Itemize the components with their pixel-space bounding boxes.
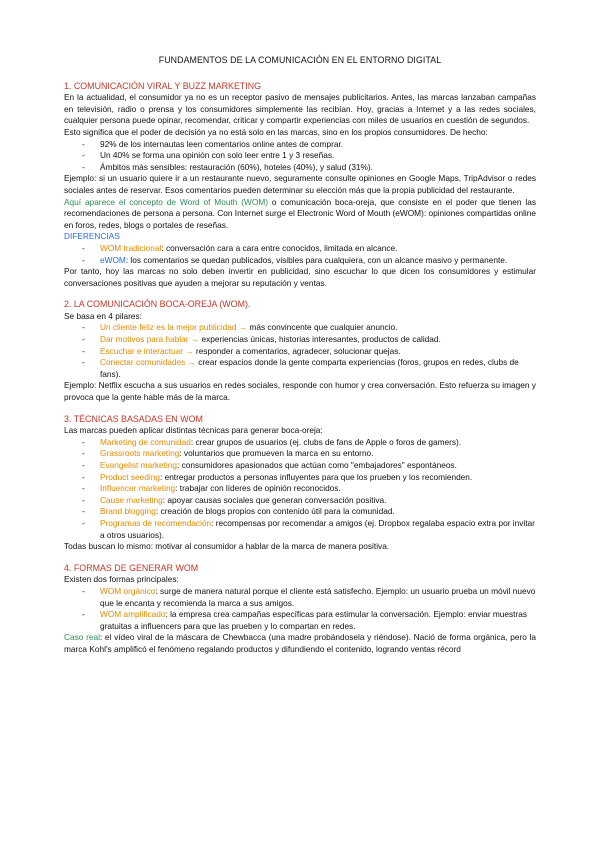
term: Un cliente feliz es la mejor publicidad → [100, 322, 248, 333]
case-text: : el vídeo viral de la máscara de Chewbacca (una madre probándosela y riéndose). Nació de forma orgánica, pero la marca Kohl's amplificó el fenómeno regalando productos y difundiendo el contenido, logrando ventas récord [64, 632, 536, 654]
term: Marketing de comunidad [100, 436, 191, 447]
term: Programas de recomendación [100, 517, 212, 528]
term: Product seeding [100, 471, 160, 482]
definition: experiencias únicas, historias interesantes, productos de calidad. [199, 334, 441, 345]
definition: : apoyar causas sociales que generan conversación positiva. [162, 494, 387, 505]
list-item [64, 506, 536, 518]
term: Brand blogging [100, 506, 156, 517]
list-item [64, 483, 536, 495]
term: Conectar comunidades → [100, 357, 196, 368]
term: Evangelist marketing [100, 460, 178, 470]
paragraph [64, 632, 536, 655]
definition: : surge de manera natural porque el cliente está satisfecho. Ejemplo: un usuario prueba un móvil nuevo que le encanta y recomienda la marca a sus amigos. [100, 585, 536, 608]
definition: : entregar productos a personas influyentes para que los prueben y los recomienden. [159, 471, 473, 482]
term: WOM tradicional [100, 242, 162, 253]
paragraph: Existen dos formas principales: [64, 574, 179, 585]
differences-label: DIFERENCIAS [64, 231, 120, 242]
definition: : consumidores apasionados que actúan como "embajadores" espontáneos. [177, 460, 457, 470]
paragraph-text: o comunicación boca-oreja, que consiste en el poder que tienen las recomendaciones de persona a persona. Con Internet surge el Electronic Word of Mouth (eWOM): opiniones compartidas online en foros, redes, blogs o portales de reseñas. [64, 196, 536, 230]
term: Influencer marketing [100, 483, 176, 494]
definition: : los comentarios se quedan publicados, visibles para cualquiera, con un alcance masivo y permanente. [125, 254, 508, 265]
paragraph: Por tanto, hoy las marcas no solo deben invertir en publicidad, sino escuchar lo que dicen los consumidores y estimular conversaciones positivas que ayuden a mejorar su reputación y ventas. [64, 266, 536, 288]
term: Escuchar e interactuar → [100, 345, 194, 356]
case-label: Caso real [64, 632, 100, 643]
paragraph: Esto significa que el poder de decisión ya no está solo en las marcas, sino en los propios consumidores. De hecho: [64, 126, 488, 137]
list-item [64, 334, 536, 346]
pillars-list [64, 322, 536, 380]
paragraph: Ejemplo: Netflix escucha a sus usuarios en redes sociales, responde con humor y crea conversación. Esto refuerza su imagen y provoca que la gente hable más de la marca. [64, 380, 536, 403]
definition: : voluntarios que promueven la marca en su entorno. [179, 448, 374, 459]
section-2-heading: 2. LA COMUNICACIÓN BOCA-OREJA (WOM). [64, 299, 251, 310]
definition: : crear grupos de usuarios (ej. clubs de fans de Apple o foros de gamers). [190, 436, 462, 447]
document-page [64, 52, 536, 656]
definition: : trabajar con líderes de opinión reconocidos. [175, 483, 341, 494]
definition: : recompensas por recomendar a amigos (ej. Dropbox regalaba espacio extra por invitar a otros usuarios). [100, 517, 535, 540]
list-item [64, 518, 536, 541]
paragraph: Ejemplo: si un usuario quiere ir a un restaurante nuevo, seguramente consulte opiniones en Google Maps, TripAdvisor o redes sociales antes de reservar. Esos comentarios pueden determinar su elección más que la propia publicidad del restaurante. [64, 173, 536, 195]
list-item [64, 495, 536, 507]
list-item [64, 609, 536, 632]
term: Cause marketing [100, 494, 163, 505]
list-item [64, 243, 536, 255]
paragraph: En la actualidad, el consumidor ya no es un receptor pasivo de mensajes publicitarios. Antes, las marcas lanzaban campañas en televisión, radio o prensa y los consumidores simplemente las recibían. Hoy, gracias a Internet y a las redes sociales, cualquier persona puede opinar, recomendar, criticar y compartir experiencias con miles de usuarios en cuestión de segundos. [64, 92, 536, 126]
list-item [64, 448, 536, 460]
list-item [64, 322, 536, 334]
section-3-heading: 3. TÉCNICAS BASADAS EN WOM [64, 413, 203, 424]
paragraph: Todas buscan lo mismo: motivar al consumidor a hablar de la marca de manera positiva. [64, 541, 390, 552]
definition: : la empresa crea campañas específicas para estimular la conversación. Ejemplo: enviar muestras gratuitas a influencers para que las prueben y lo compartan en redes. [100, 609, 528, 631]
definition: responder a comentarios, agradecer, solucionar quejas. [193, 345, 401, 356]
list-item [64, 472, 536, 484]
list-item: - 92% de los internautas leen comentarios online antes de comprar. [64, 139, 536, 151]
highlight-text: Aquí aparece el concepto de Word of Mouth (WOM) [64, 196, 268, 207]
definition: : conversación cara a cara entre conocidos, limitada en alcance. [161, 242, 398, 253]
document-title: FUNDAMENTOS DE LA COMUNICACIÓN EN EL ENTORNO DIGITAL [158, 55, 442, 65]
term: eWOM [100, 254, 126, 265]
term: Dar motivos para hablar → [100, 334, 200, 345]
list-item [64, 357, 536, 380]
list-item [64, 437, 536, 449]
section-4-heading: 4. FORMAS DE GENERAR WOM [64, 562, 199, 573]
list-item [64, 255, 536, 267]
list-item [64, 586, 536, 609]
list-item: - Ámbitos más sensibles: restauración (60%), hoteles (40%), y salud (31%). [64, 162, 536, 174]
term: Grassroots marketing [100, 448, 180, 459]
forms-list [64, 586, 536, 632]
techniques-list [64, 437, 536, 541]
term: WOM amplificado [100, 609, 166, 620]
definition: crear espacios donde la gente comparta experiencias (foros, grupos en redes, clubs de fans). [100, 357, 519, 379]
definition: : creación de blogs propios con contenido útil para la comunidad. [155, 506, 395, 517]
list-item [64, 460, 536, 472]
section-1-heading: 1. COMUNICACIÓN VIRAL Y BUZZ MARKETING [64, 80, 262, 91]
list-item [64, 346, 536, 358]
term: WOM orgánico [100, 585, 156, 596]
definition: más convincente que cualquier anuncio. [247, 322, 398, 333]
paragraph: Las marcas pueden aplicar distintas técnicas para generar boca-oreja: [64, 425, 323, 436]
differences-list [64, 243, 536, 266]
list-item: - Un 40% se forma una opinión con solo leer entre 1 y 3 reseñas. [64, 150, 536, 162]
paragraph: Se basa en 4 pilares: [64, 310, 142, 321]
stats-list [64, 139, 536, 174]
paragraph [64, 197, 536, 232]
